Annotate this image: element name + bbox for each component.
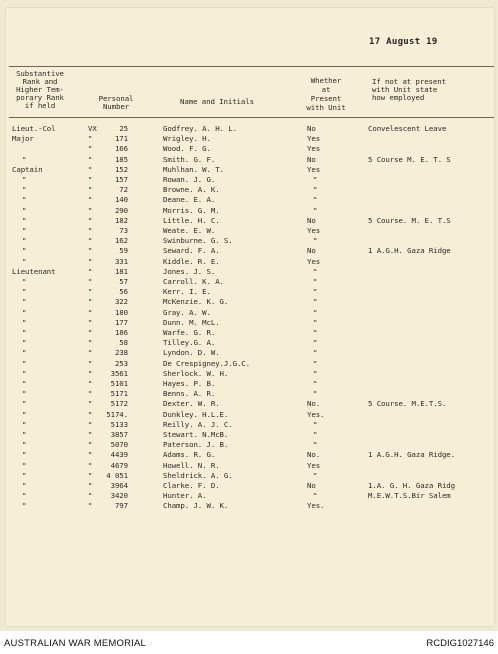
cell-present: " [313,470,318,480]
cell-mark: " [88,348,93,358]
cell-rank: " [22,236,27,246]
cell-rank: " [22,297,27,307]
cell-mark: " [88,236,93,246]
archive-source: AUSTRALIAN WAR MEMORIAL [4,638,147,649]
cell-present: " [313,430,318,439]
document-date: 17 August 19 [369,37,438,47]
cell-number: 797 [114,501,128,511]
cell-mark: " [88,317,93,327]
cell-rank: " [22,430,27,439]
cell-name: Sherlock. W. H. [163,368,229,378]
cell-mark: " [88,277,93,286]
cell-name: Benns. A. R. [163,389,216,399]
cell-employment: 5 Course. M. E. T.S [368,215,451,225]
cell-mark: " [88,419,93,429]
cell-present: Yes. [307,501,325,511]
cell-rank: Captain [12,164,43,174]
cell-present: Yes [307,460,321,470]
header-employment-line: with Unit state [372,85,438,94]
cell-number: 5172 [110,399,128,409]
cell-present: " [313,491,318,501]
cell-number: 56 [119,287,128,297]
cell-number: 4679 [110,460,128,470]
cell-rank: " [22,226,27,235]
cell-number: 322 [114,297,128,307]
archive-footer [0,631,498,654]
cell-employment: M.E.W.T.S.Bir Salem [368,491,451,501]
cell-mark: " [88,368,93,378]
cell-present: No [307,154,316,164]
cell-mark: " [88,328,93,337]
cell-name: Tilley.G. A. [163,338,216,348]
cell-present: Yes [307,134,321,144]
header-rank-line: Higher Tem- [16,85,64,94]
cell-present: Yes [307,164,321,174]
cell-number: 140 [114,195,128,205]
cell-mark: " [88,256,93,266]
cell-rank: " [22,154,27,164]
cell-number: 180 [114,307,128,317]
header-present-line: Whether [310,76,342,85]
cell-name: Warfe. G. R. [163,328,216,337]
cell-present: " [313,266,318,276]
header-rank-line: Substantive [16,69,64,78]
cell-rank: " [22,379,27,388]
cell-name: Stewart. N.McB. [163,430,229,439]
cell-number: 162 [114,236,128,246]
cell-number: 152 [114,164,128,174]
cell-mark: " [88,358,93,368]
cell-name: Gray. A. W. [163,307,211,317]
cell-number: 4 051 [106,470,128,480]
cell-present: " [313,236,318,246]
cell-mark: " [88,430,93,439]
cell-name: Dexter. W. R. [163,399,220,409]
cell-name: Dunkley. H.L.E. [163,409,229,419]
cell-name: Paterson. J. B. [163,440,229,450]
cell-rank: Lieut.-Col [12,124,56,133]
cell-rank: " [22,195,27,205]
cell-rank: " [22,205,27,215]
cell-name: Clarke. F. D. [163,481,220,490]
cell-rank: " [22,491,27,501]
cell-present: " [313,358,318,368]
cell-name: Dunn. M. McL. [163,317,220,327]
cell-number: 25 [119,124,128,133]
cell-number: 58 [119,338,128,348]
cell-rank: " [22,419,27,429]
cell-mark: " [88,338,93,348]
cell-mark: " [88,379,93,388]
cell-rank: " [22,175,27,184]
archive-reference: RCDIG1027146 [426,638,494,649]
cell-present: " [313,348,318,358]
cell-present: Yes [307,256,321,266]
cell-name: Adams. R. G. [163,450,216,460]
cell-present: " [313,419,318,429]
cell-employment: 1 A.G.H. Gaza Ridge. [368,450,455,460]
cell-mark: " [88,460,93,470]
header-employment-line: If not at present [372,77,446,86]
cell-rank: " [22,440,27,450]
cell-number: 331 [114,256,128,266]
cell-number: 238 [114,348,128,358]
cell-rank: " [22,185,27,195]
cell-present: " [313,389,318,399]
cell-rank: " [22,460,27,470]
cell-mark: " [88,399,93,409]
header-present-line: at [321,85,331,94]
cell-name: De Crespigney.J.G.C. [163,358,250,368]
cell-name: Swinburne. G. S. [163,236,233,246]
cell-mark: " [88,491,93,501]
cell-rank: Lieutenant [12,266,56,276]
cell-number: 5070 [110,440,128,450]
cell-number: 177 [114,317,128,327]
cell-name: McKenzie. K. G. [163,297,229,307]
cell-name: Morris. G. M. [163,205,220,215]
cell-rank: " [22,501,27,511]
cell-present: " [313,368,318,378]
cell-mark: " [88,144,93,154]
cell-name: Wood. F. G. [163,144,211,154]
cell-rank: " [22,389,27,399]
header-present-line: Present [310,94,342,103]
cell-name: Weate. E. W. [163,226,216,235]
cell-present: " [313,379,318,388]
cell-mark: " [88,287,93,297]
cell-number: 57 [119,277,128,286]
header-rank-line: if held [24,101,56,110]
cell-number: 3561 [110,368,128,378]
cell-present: No. [307,450,321,460]
cell-mark: " [88,440,93,450]
cell-mark: " [88,164,93,174]
cell-name: Rowan. J. G. [163,175,216,184]
cell-number: 253 [114,358,128,368]
cell-number: 3964 [110,481,128,490]
cell-rank: " [22,338,27,348]
cell-rank: " [22,215,27,225]
cell-name: Hayes. P. B. [163,379,216,388]
cell-mark: " [88,389,93,399]
cell-employment: 1 A.G.H. Gaza Ridge [368,246,451,256]
cell-rank: " [22,287,27,297]
cell-number: 157 [114,175,128,184]
cell-present: No. [307,399,321,409]
cell-name: Hunter. A. [163,491,207,501]
cell-employment: 5 Course. M.E.T.S. [368,399,447,409]
header-number-line: Personal [98,94,134,103]
cell-number: 5133 [110,419,128,429]
cell-name: Lyndon. D. W. [163,348,220,358]
cell-present: " [313,440,318,450]
cell-number: 73 [119,226,128,235]
cell-number: 72 [119,185,128,195]
cell-employment: 1.A. G. H. Gaza Ridg [368,481,455,490]
cell-number: 3420 [110,491,128,501]
cell-rank: " [22,470,27,480]
cell-mark: " [88,215,93,225]
cell-name: Sheldrick. A. G. [163,470,233,480]
cell-mark: " [88,266,93,276]
cell-mark: " [88,134,93,144]
cell-rank: " [22,246,27,256]
cell-present: " [313,175,318,184]
cell-mark: " [88,307,93,317]
cell-present: " [313,277,318,286]
cell-rank: " [22,399,27,409]
cell-rank: " [22,450,27,460]
cell-present: No [307,124,316,133]
cell-rank: " [22,256,27,266]
cell-present: No [307,481,316,490]
cell-present: " [313,185,318,195]
cell-present: Yes [307,144,321,154]
cell-number: 186 [114,328,128,337]
cell-name: Deane. E. A. [163,195,216,205]
cell-mark: " [88,195,93,205]
cell-name: Champ. J. W. K. [163,501,229,511]
cell-name: Little. H. C. [163,215,220,225]
cell-number: 166 [114,144,128,154]
cell-name: Browne. A. K. [163,185,220,195]
cell-mark: " [88,226,93,235]
cell-number: 5174. [106,409,128,419]
cell-mark: " [88,501,93,511]
cell-present: Yes. [307,409,325,419]
cell-name: Carroll. K. A. [163,277,224,286]
cell-present: " [313,297,318,307]
cell-rank: " [22,307,27,317]
cell-name: Smith. G. F. [163,154,216,164]
cell-present: " [313,307,318,317]
header-rank-line: porary Rank [16,93,64,102]
cell-number: 4439 [110,450,128,460]
header-rank-line: Rank and [22,77,58,86]
cell-present: No [307,246,316,256]
cell-number: 5101 [110,379,128,388]
header-bottom-rule [9,117,494,118]
cell-number: 185 [114,154,128,164]
cell-name: Jones. J. S. [163,266,216,276]
cell-mark: " [88,481,93,490]
cell-rank: " [22,481,27,490]
cell-number: 5171 [110,389,128,399]
cell-name: Muhlhan. W. T. [163,164,224,174]
cell-rank: Major [12,134,34,144]
cell-rank: " [22,348,27,358]
cell-name: Reilly. A. J. C. [163,419,233,429]
cell-rank: " [22,277,27,286]
cell-name: Howell. N. R. [163,460,220,470]
cell-mark: " [88,205,93,215]
cell-present: Yes [307,226,321,235]
cell-number: 290 [114,205,128,215]
cell-employment: Convelescent Leave [368,124,447,133]
cell-number: 3857 [110,430,128,439]
cell-name: Wrigley. H. [163,134,211,144]
cell-employment: 5 Course M. E. T. S [368,154,451,164]
cell-mark: " [88,409,93,419]
cell-rank: " [22,409,27,419]
cell-present: " [313,317,318,327]
cell-present: " [313,205,318,215]
cell-present: " [313,287,318,297]
cell-rank: " [22,328,27,337]
cell-name: Kiddle. R. E. [163,256,220,266]
cell-number: 182 [114,215,128,225]
cell-present: No [307,215,316,225]
cell-number: 59 [119,246,128,256]
header-name-line: Name and Initials [180,97,254,106]
cell-present: " [313,338,318,348]
cell-rank: " [22,368,27,378]
header-present-line: with Unit [306,103,346,112]
cell-rank: " [22,358,27,368]
cell-rank: " [22,317,27,327]
header-top-rule [9,66,494,67]
cell-name: Seward. F. A. [163,246,220,256]
cell-name: Godfrey. A. H. L. [163,124,237,133]
cell-mark: " [88,246,93,256]
cell-mark: " [88,185,93,195]
cell-number: 181 [114,266,128,276]
cell-mark: " [88,297,93,307]
cell-number: 171 [114,134,128,144]
cell-mark: " [88,470,93,480]
header-employment-line: how employed [372,93,425,102]
cell-mark: VX [88,124,97,133]
cell-mark: " [88,154,93,164]
cell-present: " [313,195,318,205]
cell-name: Kerr. I. E. [163,287,211,297]
cell-mark: " [88,450,93,460]
cell-present: " [313,328,318,337]
header-number-line: Number [102,102,130,111]
cell-mark: " [88,175,93,184]
